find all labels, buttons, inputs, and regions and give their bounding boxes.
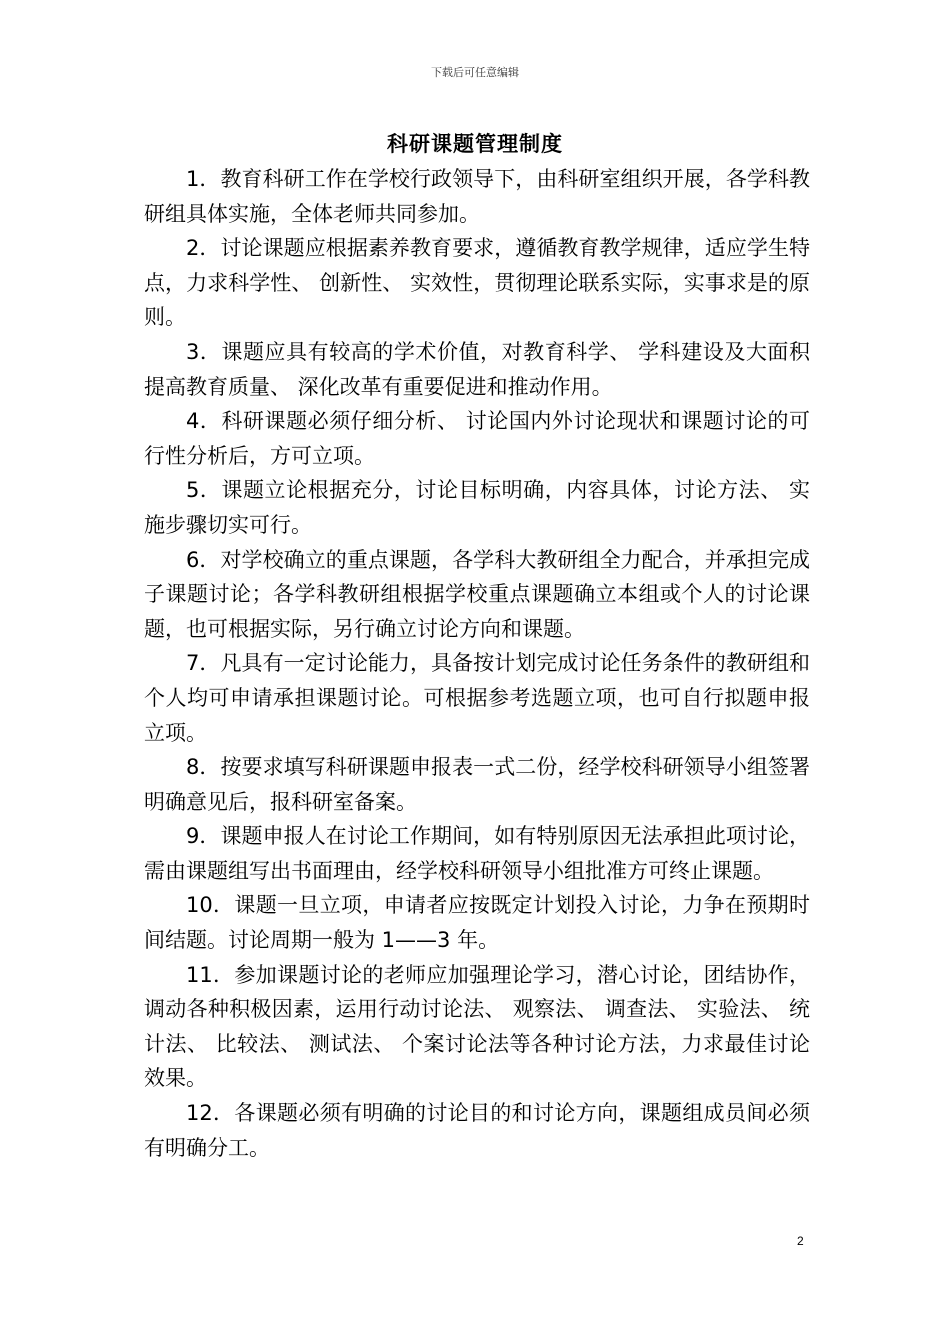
paragraph-10: 10．课题一旦立项，申请者应按既定计划投入讨论，力争在预期时间结题。讨论周期一般为 1——3 年。 <box>144 893 810 953</box>
header-note: 下载后可任意编辑 <box>431 66 519 79</box>
paragraph-2: 2．讨论课题应根据素养教育要求，遵循教育教学规律，适应学生特点，力求科学性、 创新性、 实效性，贯彻理论联系实际，实事求是的原则。 <box>144 236 810 330</box>
document-title: 科研课题管理制度 <box>387 132 563 156</box>
paragraph-3: 3．课题应具有较高的学术价值，对教育科学、 学科建设及大面积提高教育质量、 深化改革有重要促进和推动作用。 <box>144 339 810 399</box>
paragraph-8: 8．按要求填写科研课题申报表一式二份，经学校科研领导小组签署明确意见后，报科研室备案。 <box>144 755 810 814</box>
paragraph-11: 11．参加课题讨论的老师应加强理论学习，潜心讨论，团结协作，调动各种积极因素，运用行动讨论法、 观察法、 调查法、 实验法、 统计法、 比较法、 测试法、 个案讨论法等各种讨论方法，力求最佳讨论效果。 <box>144 962 810 1091</box>
page-number: 2 <box>797 1234 804 1248</box>
paragraph-1: 1．教育科研工作在学校行政领导下，由科研室组织开展，各学科教研组具体实施，全体老师共同参加。 <box>144 167 810 226</box>
paragraph-4: 4．科研课题必须仔细分析、 讨论国内外讨论现状和课题讨论的可行性分析后，方可立项。 <box>144 409 810 468</box>
paragraph-7: 7．凡具有一定讨论能力，具备按计划完成讨论任务条件的教研组和个人均可申请承担课题讨论。可根据参考选题立项，也可自行拟题申报立项。 <box>144 651 810 745</box>
paragraph-6: 6．对学校确立的重点课题，各学科大教研组全力配合，并承担完成子课题讨论；各学科教研组根据学校重点课题确立本组或个人的讨论课题，也可根据实际，另行确立讨论方向和课题。 <box>144 547 810 641</box>
paragraph-5: 5．课题立论根据充分，讨论目标明确，内容具体，讨论方法、 实施步骤切实可行。 <box>144 478 810 537</box>
paragraph-12: 12．各课题必须有明确的讨论目的和讨论方向，课题组成员间必须有明确分工。 <box>144 1101 810 1160</box>
paragraph-9: 9．课题申报人在讨论工作期间，如有特别原因无法承担此项讨论，需由课题组写出书面理由，经学校科研领导小组批准方可终止课题。 <box>144 824 810 883</box>
document-body <box>144 162 810 1165</box>
